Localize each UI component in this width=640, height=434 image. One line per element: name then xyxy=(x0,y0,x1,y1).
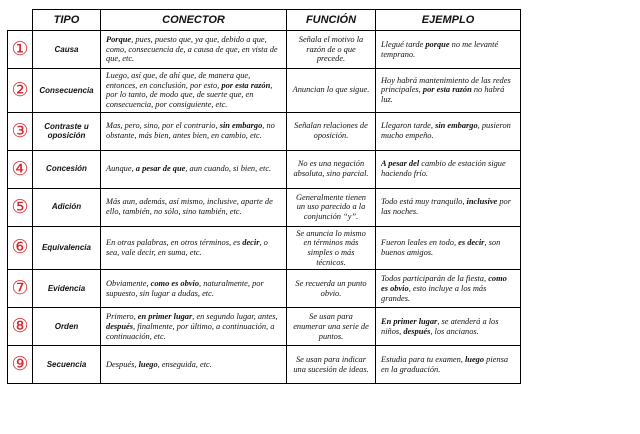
cell-ejemplo-segment: Todo está muy tranquilo, xyxy=(381,197,467,207)
cell-conector xyxy=(101,112,287,150)
table-row xyxy=(8,188,521,226)
cell-funcion: Se usan para indicar una sucesión de ideas. xyxy=(287,346,376,384)
cell-funcion: Señalan relaciones de oposición. xyxy=(287,112,376,150)
header-number-blank xyxy=(8,10,33,31)
cell-conector xyxy=(101,188,287,226)
table-row xyxy=(8,150,521,188)
cell-ejemplo-segment: piensa en la graduación. xyxy=(381,355,509,374)
cell-conector xyxy=(101,69,287,113)
table-row xyxy=(8,226,521,270)
cell-ejemplo xyxy=(376,112,521,150)
table-row xyxy=(8,270,521,308)
cell-ejemplo-segment: Llegaron tarde, xyxy=(381,121,436,131)
cell-conector-segment: por esta razón xyxy=(221,80,271,90)
cell-ejemplo-segment: Todos participarán de la fiesta, xyxy=(381,274,489,284)
cell-ejemplo xyxy=(376,31,521,69)
cell-ejemplo-segment: Fueron leales en todo, xyxy=(381,238,459,248)
cell-ejemplo-segment: es decir xyxy=(458,238,485,248)
cell-conector-segment: Más aun, además, así mismo, inclusive, aparte de ello, también, no sólo, sino también, etc. xyxy=(106,197,273,217)
cell-ejemplo-segment: Hoy habrá mantenimiento de las redes principales, xyxy=(381,75,511,95)
cell-funcion: Se recuerda un punto obvio. xyxy=(287,270,376,308)
row-number-circle: ② xyxy=(8,69,33,113)
cell-conector-segment: Luego, así que, de ahí que, de manera que, entonces, en conclusión, por esto, xyxy=(106,71,251,90)
cell-ejemplo-segment: inclusive xyxy=(466,197,498,207)
cell-ejemplo-segment: por las noches. xyxy=(381,197,511,217)
cell-conector-segment: después xyxy=(106,321,133,331)
cell-conector-segment: Porque xyxy=(106,35,132,45)
cell-ejemplo xyxy=(376,188,521,226)
cell-conector xyxy=(101,31,287,69)
row-number-circle: ⑤ xyxy=(8,188,33,226)
cell-ejemplo-segment: cambio de estación sigue haciendo frío. xyxy=(381,159,506,179)
cell-ejemplo xyxy=(376,308,521,346)
cell-tipo: Contraste u oposición xyxy=(33,112,101,150)
cell-conector-segment: , finalmente, por último, a continuación, a continuación, etc. xyxy=(106,321,275,341)
cell-tipo: Evidencia xyxy=(33,270,101,308)
cell-conector xyxy=(101,150,287,188)
cell-ejemplo-segment: después xyxy=(403,326,431,336)
cell-conector xyxy=(101,226,287,270)
cell-conector-segment: sin embargo xyxy=(219,121,263,131)
cell-ejemplo-segment: luego xyxy=(464,355,485,365)
table-row xyxy=(8,31,521,69)
cell-ejemplo xyxy=(376,150,521,188)
cell-tipo: Adición xyxy=(33,188,101,226)
cell-ejemplo-segment: sin embargo xyxy=(435,121,478,131)
cell-ejemplo-segment: En primer lugar xyxy=(381,317,438,327)
table-body xyxy=(8,31,521,384)
cell-ejemplo-segment: , los ancianos. xyxy=(430,326,479,336)
cell-conector-segment: luego xyxy=(138,359,158,369)
cell-conector xyxy=(101,308,287,346)
row-number-circle: ③ xyxy=(8,112,33,150)
cell-conector xyxy=(101,346,287,384)
cell-conector-segment: en primer lugar xyxy=(137,312,193,322)
cell-ejemplo-segment: Llegué tarde xyxy=(381,39,426,49)
row-number-circle: ⑦ xyxy=(8,270,33,308)
cell-funcion: No es una negación absoluta, sino parcial. xyxy=(287,150,376,188)
cell-ejemplo-segment: , se atenderá a los niños, xyxy=(381,317,499,336)
cell-ejemplo-segment: como es obvio xyxy=(381,274,507,293)
cell-conector-segment: como es obvio xyxy=(150,279,200,289)
cell-conector-segment: En otras palabras, en otros términos, es xyxy=(106,238,243,248)
cell-ejemplo xyxy=(376,69,521,113)
cell-conector-segment: Mas, pero, sino, por el contrario, xyxy=(106,121,220,131)
cell-funcion: Generalmente tienen un uso parecido a la conjunción “y”. xyxy=(287,188,376,226)
cell-funcion: Señala el motivo la razón de o que precede. xyxy=(287,31,376,69)
cell-tipo: Secuencia xyxy=(33,346,101,384)
cell-ejemplo-segment: , pusieron mucho empeño. xyxy=(381,121,511,141)
cell-ejemplo-segment: no habrá luz. xyxy=(381,85,505,105)
cell-conector-segment: Aunque, xyxy=(106,164,136,174)
table-row xyxy=(8,69,521,113)
cell-tipo: Causa xyxy=(33,31,101,69)
cell-conector-segment: Primero, xyxy=(106,312,138,322)
cell-ejemplo xyxy=(376,346,521,384)
cell-conector-segment: Después, xyxy=(106,359,139,369)
cell-ejemplo-segment: , son buenos amigos. xyxy=(381,238,501,257)
cell-ejemplo xyxy=(376,226,521,270)
cell-conector-segment: , naturalmente, por supuesto, sin lugar a dudas, etc. xyxy=(106,279,264,298)
row-number-circle: ④ xyxy=(8,150,33,188)
cell-conector-segment: decir xyxy=(242,238,260,248)
cell-conector-segment: , o sea, vale decir, en suma, etc. xyxy=(106,238,268,257)
cell-conector-segment: a pesar de que xyxy=(135,164,186,174)
cell-ejemplo-segment: no me levanté temprano. xyxy=(381,39,499,59)
row-number-circle: ⑥ xyxy=(8,226,33,270)
cell-ejemplo xyxy=(376,270,521,308)
cell-funcion: Anuncian lo que sigue. xyxy=(287,69,376,113)
cell-ejemplo-segment: Estudia para tu examen, xyxy=(381,355,465,365)
table-row xyxy=(8,346,521,384)
cell-conector-segment: , aun cuando, si bien, etc. xyxy=(185,164,272,174)
cell-tipo: Concesión xyxy=(33,150,101,188)
cell-ejemplo-segment: por esta razón xyxy=(422,85,472,95)
cell-conector-segment: , no obstante, más bien, antes bien, en cambio, etc. xyxy=(106,121,275,141)
cell-ejemplo-segment: porque xyxy=(425,39,450,49)
header-ejemplo: EJEMPLO xyxy=(376,10,521,31)
cell-funcion: Se usan para enumerar una serie de puntos. xyxy=(287,308,376,346)
table-header-row xyxy=(8,10,521,31)
cell-tipo: Consecuencia xyxy=(33,69,101,113)
header-tipo: TIPO xyxy=(33,10,101,31)
table-row xyxy=(8,308,521,346)
row-number-circle: ① xyxy=(8,31,33,69)
connectors-table xyxy=(7,9,521,384)
cell-conector-segment: , por lo tanto, de modo que, de suerte que, en consecuencia, por consiguiente, etc. xyxy=(106,80,273,109)
table-row xyxy=(8,112,521,150)
row-number-circle: ⑧ xyxy=(8,308,33,346)
cell-tipo: Equivalencia xyxy=(33,226,101,270)
cell-tipo: Orden xyxy=(33,308,101,346)
cell-conector-segment: , enseguida, etc. xyxy=(157,359,212,369)
row-number-circle: ⑨ xyxy=(8,346,33,384)
cell-ejemplo-segment: A pesar del xyxy=(381,159,420,169)
header-funcion: FUNCIÓN xyxy=(287,10,376,31)
cell-ejemplo-segment: , esto incluye a los más grandes. xyxy=(381,283,487,303)
header-conector: CONECTOR xyxy=(101,10,287,31)
cell-conector-segment: , pues, puesto que, ya que, debido a que, como, consecuencia de, a causa de que, en vista de que, etc. xyxy=(106,35,278,64)
cell-conector xyxy=(101,270,287,308)
cell-conector-segment: Obviamente, xyxy=(106,279,151,289)
cell-conector-segment: , en segundo lugar, antes, xyxy=(192,312,278,322)
cell-funcion: Se anuncia lo mismo en términos más simples o más técnicos. xyxy=(287,226,376,270)
